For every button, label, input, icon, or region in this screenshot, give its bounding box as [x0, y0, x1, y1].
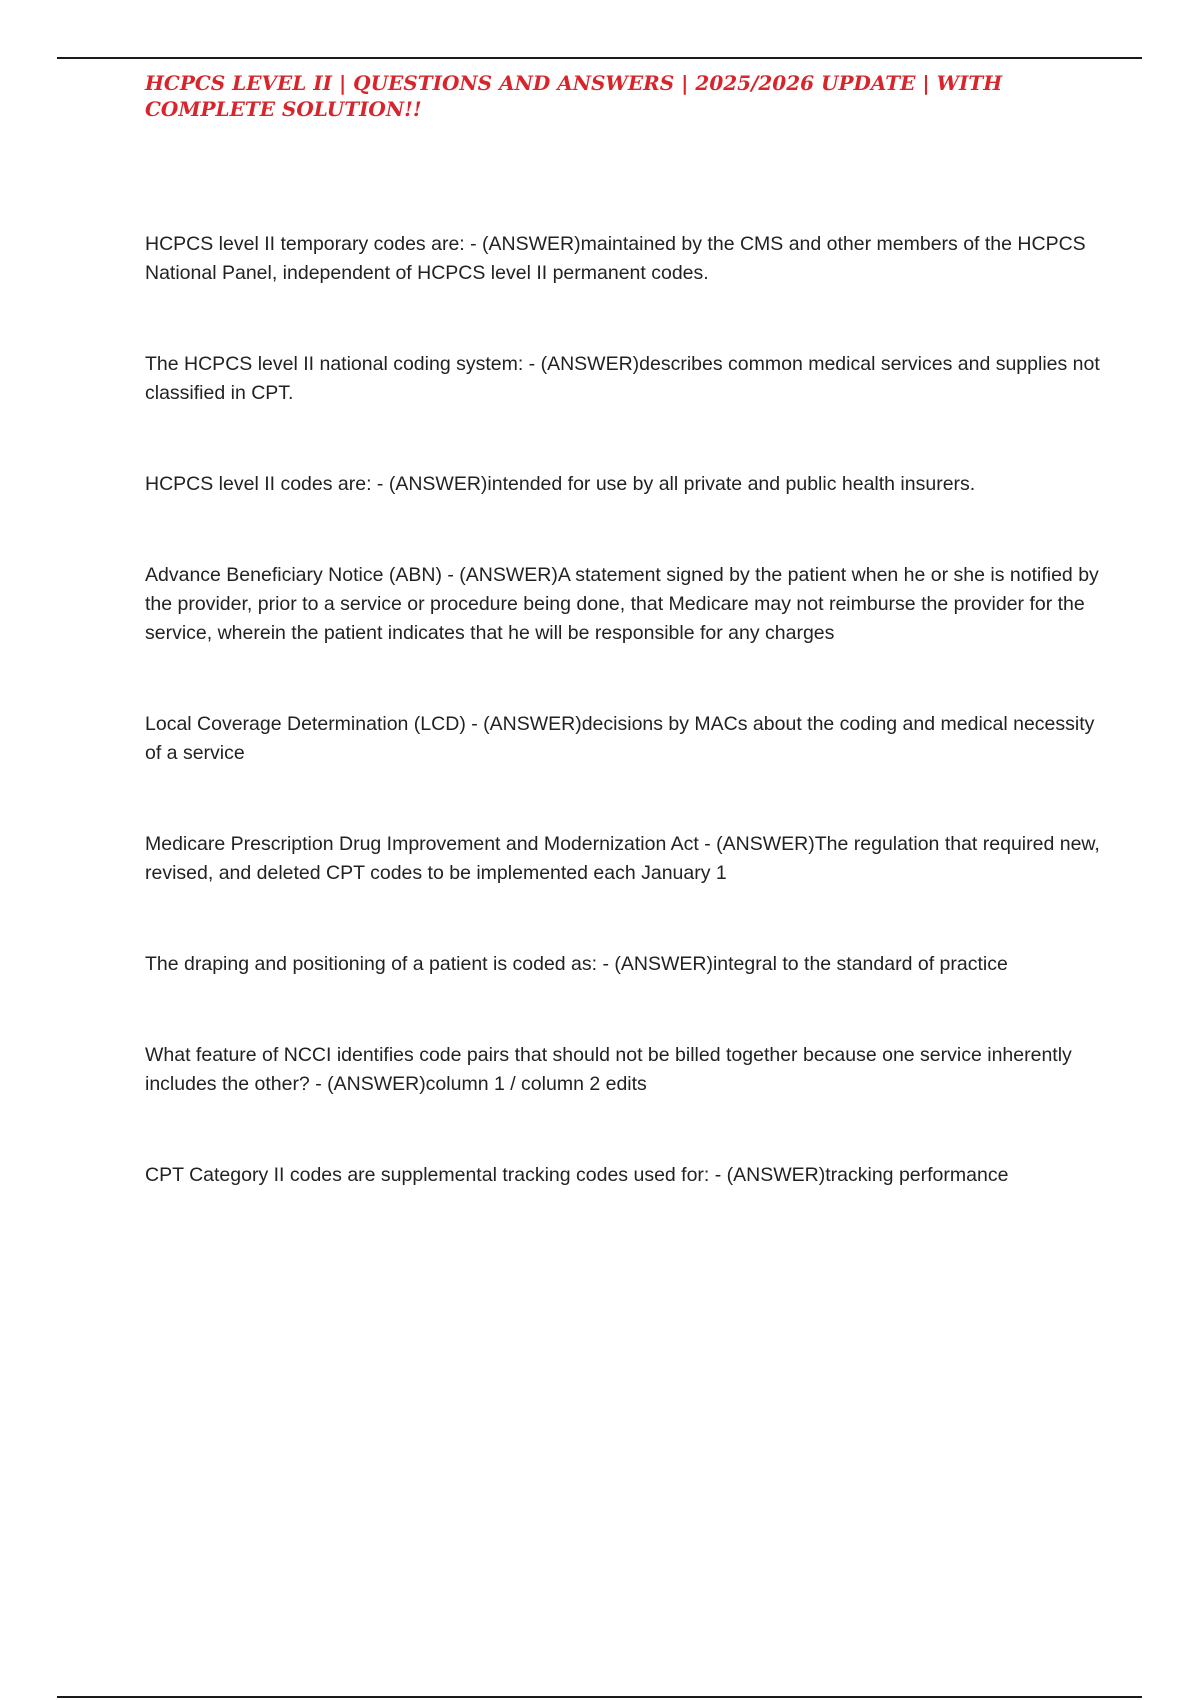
bottom-rule [57, 1696, 1142, 1698]
qa-item: Local Coverage Determination (LCD) - (ANSWER)decisions by MACs about the coding and medical necessity of a service [145, 713, 1095, 764]
qa-item: CPT Category II codes are supplemental tracking codes used for: - (ANSWER)tracking performance [145, 1164, 1009, 1186]
qa-item: Advance Beneficiary Notice (ABN) - (ANSWER)A statement signed by the patient when he or she is notified by the provider, prior to a service or procedure being done, that Medicare may not reimburse the provider for the service, wherein the patient indicates that he will be responsible for any charges [145, 564, 1099, 644]
qa-item: The draping and positioning of a patient is coded as: - (ANSWER)integral to the standard of practice [145, 953, 1008, 975]
qa-item: The HCPCS level II national coding system: - (ANSWER)describes common medical services and supplies not classified in CPT. [145, 353, 1100, 404]
qa-item: Medicare Prescription Drug Improvement and Modernization Act - (ANSWER)The regulation that required new, revised, and deleted CPT codes to be implemented each January 1 [145, 833, 1100, 884]
document-title: HCPCS LEVEL II | QUESTIONS AND ANSWERS | 2025/2026 UPDATE | WITH COMPLETE SOLUTION!! [145, 71, 1003, 121]
qa-list [145, 230, 1105, 1252]
top-rule [57, 57, 1142, 59]
qa-item: HCPCS level II temporary codes are: - (ANSWER)maintained by the CMS and other members of the HCPCS National Panel, independent of HCPCS level II permanent codes. [145, 233, 1086, 284]
qa-item: What feature of NCCI identifies code pairs that should not be billed together because one service inherently includes the other? - (ANSWER)column 1 / column 2 edits [145, 1044, 1072, 1095]
qa-item: HCPCS level II codes are: - (ANSWER)intended for use by all private and public health insurers. [145, 473, 976, 495]
